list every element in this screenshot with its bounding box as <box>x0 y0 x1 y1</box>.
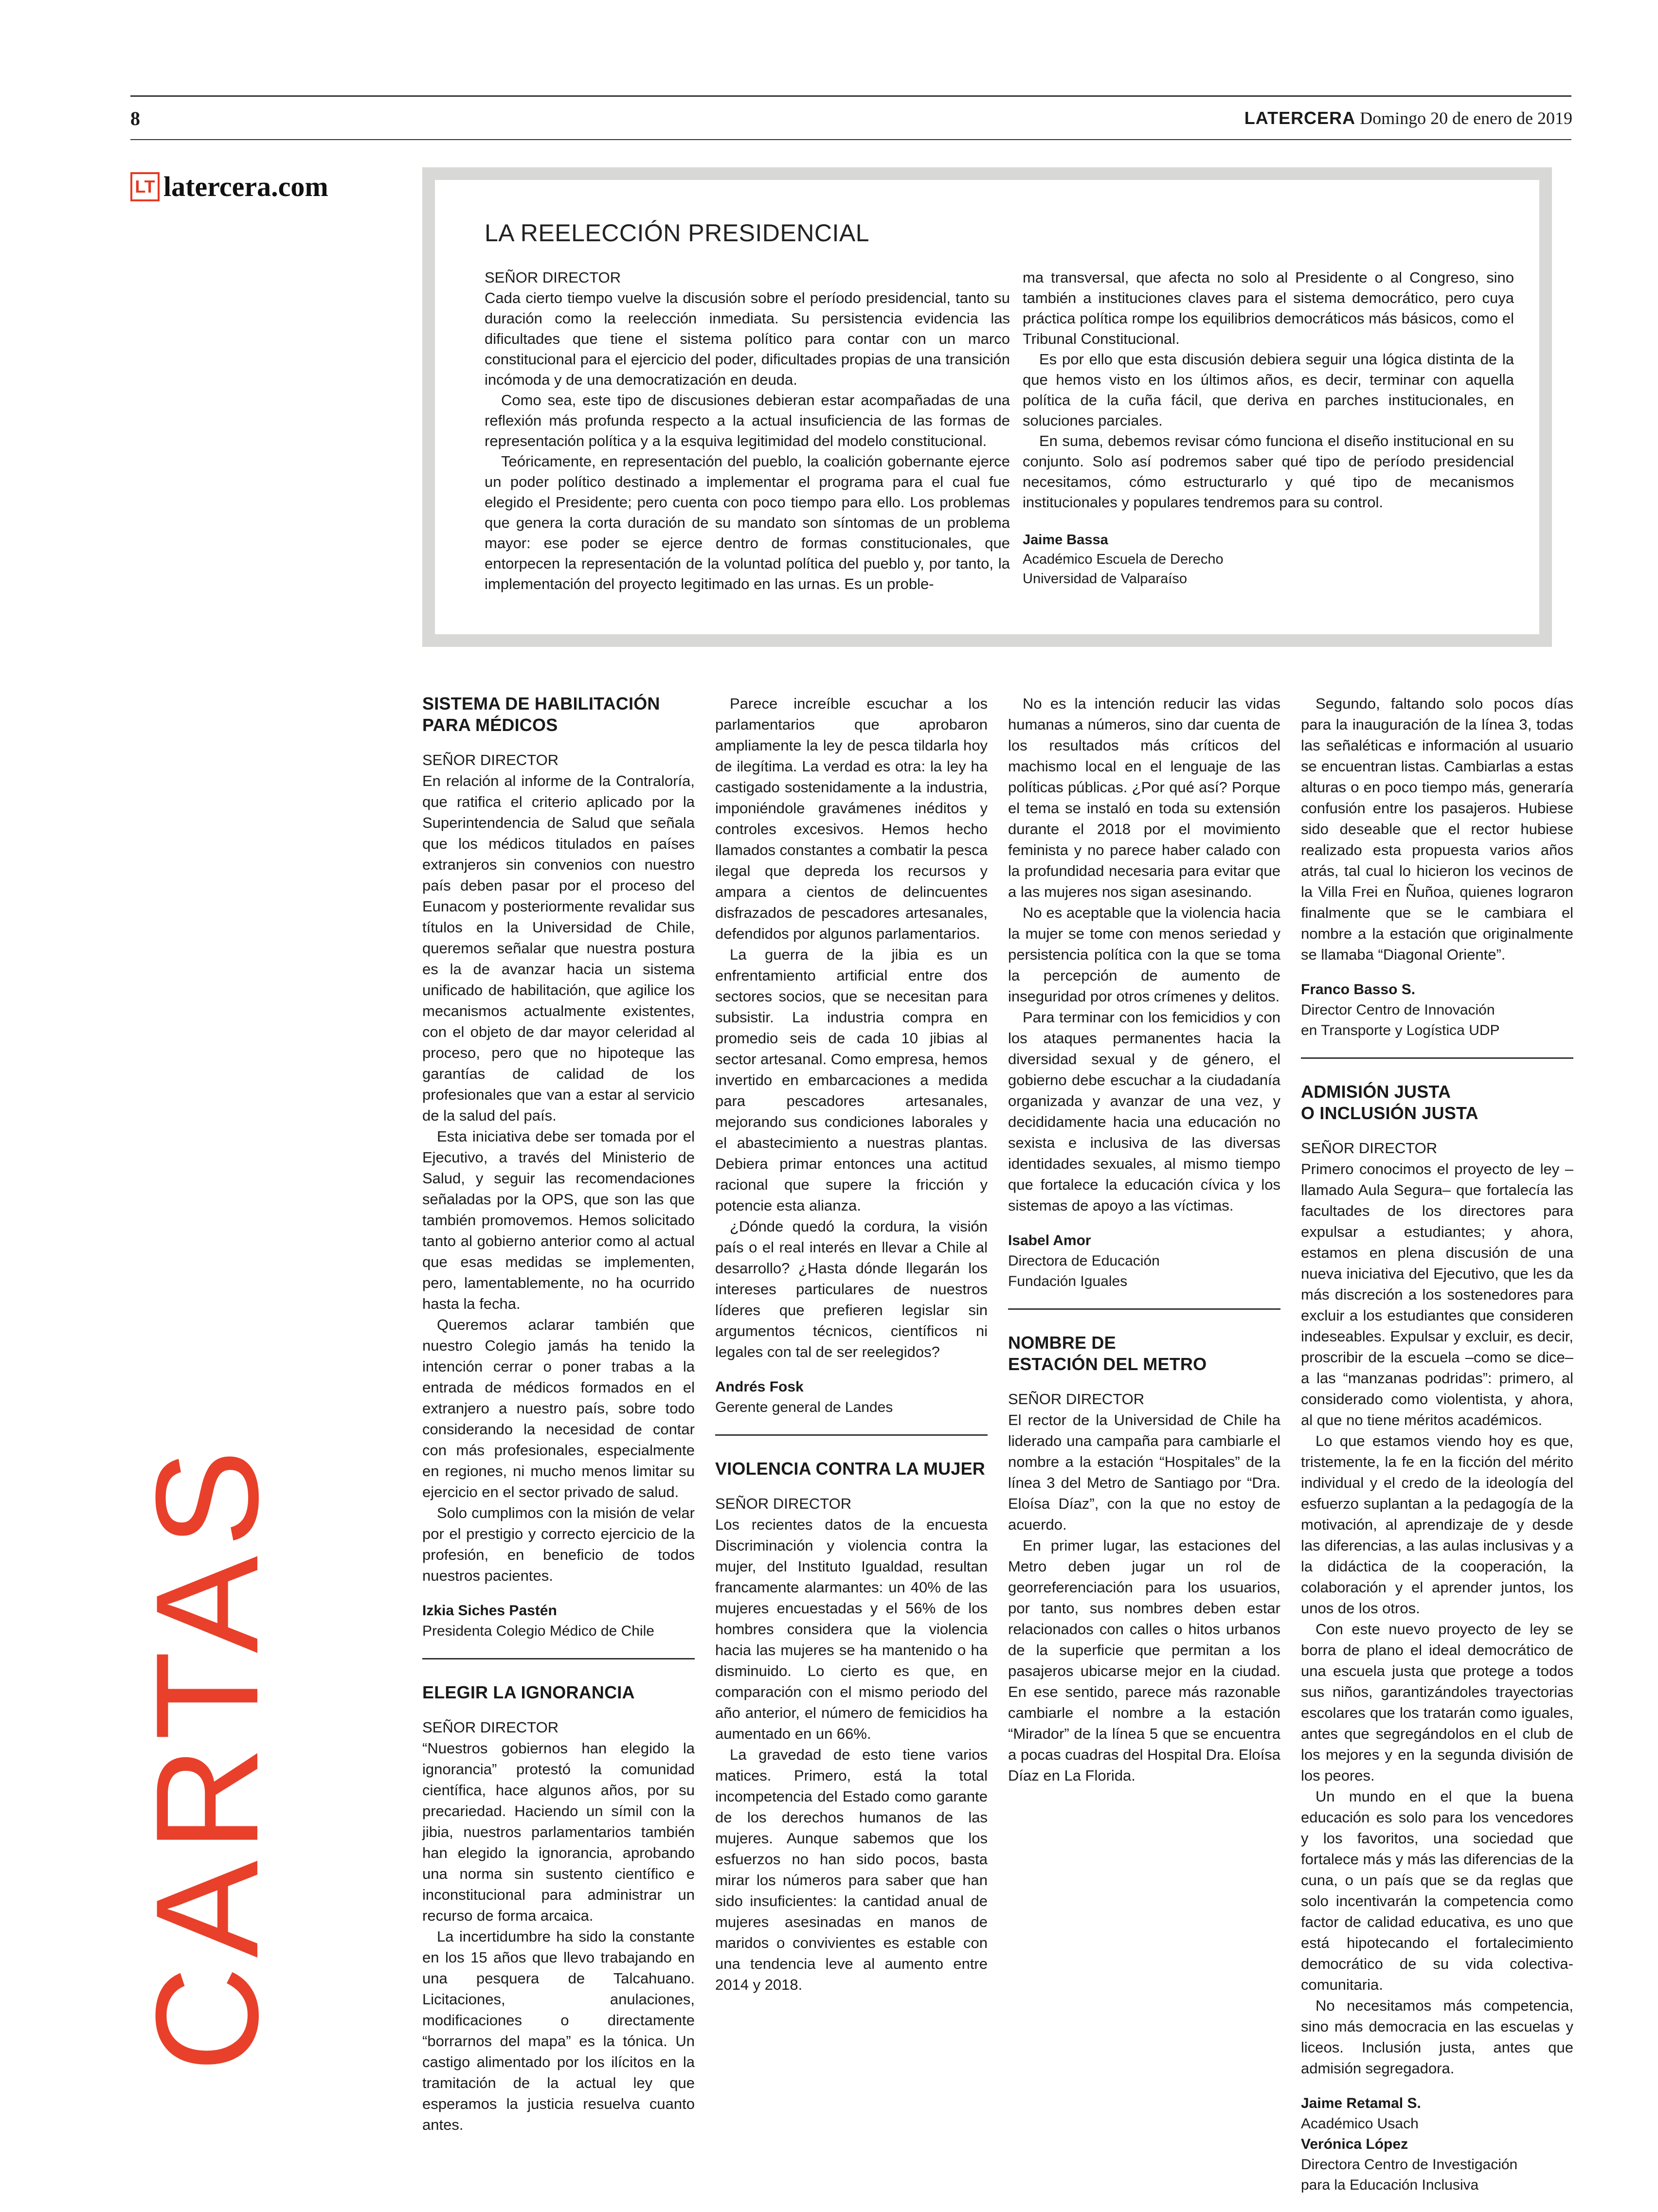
letter-role: Directora de Educación <box>1008 1253 1160 1269</box>
featured-role: Académico Escuela de Derecho <box>1023 552 1224 567</box>
letter-paragraph: Solo cumplimos con la misión de velar por el prestigio y correcto ejercicio de la profesión, en beneficio de todos nuestros pacientes. <box>422 1504 695 1584</box>
featured-salutation: SEÑOR DIRECTOR <box>485 269 621 286</box>
letter-title-admision: ADMISIÓN JUSTA O INCLUSIÓN JUSTA <box>1301 1082 1478 1123</box>
featured-title: LA REELECCIÓN PRESIDENCIAL <box>485 219 870 247</box>
letter-divider <box>715 1434 988 1436</box>
letter-divider <box>1008 1308 1280 1310</box>
featured-author: Jaime Bassa <box>1023 532 1108 548</box>
featured-paragraph: Como sea, este tipo de discusiones debieran estar acompañadas de una reflexión más profunda respecto a la actual insuficiencia de las formas de representación política y a la esquiva legitimidad del modelo constitucional. <box>485 392 1010 449</box>
letter-divider <box>422 1658 695 1659</box>
letter-author: Izkia Siches Pastén <box>422 1603 557 1619</box>
letter-title-metro: NOMBRE DE ESTACIÓN DEL METRO <box>1008 1333 1207 1374</box>
letter-paragraph: En relación al informe de la Contraloría, que ratifica el criterio aplicado por la Superintendencia de Salud que señala que los médicos titulados en países extranjeros sin convenios con nuestro país deben pasar por el proceso del Eunacom y posteriormente revalidar sus títulos en la Universidad de Chile, queremos señalar que nuestra postura es la de avanzar hacia un sistema unificado de habilitación, que agilice los mecanismos actualmente existentes, con el objeto de dar mayor celeridad al proceso, pero que no hipoteque las garantías de calidad de los profesionales que van a estar al servicio de la salud del país. <box>422 772 695 1124</box>
letter-paragraph: Parece increíble escuchar a los parlamentarios que aprobaron ampliamente la ley de pesca tildarla hoy de ilegítima. La verdad es otra: la ley ha castigado sostenidamente a la industria, imponiéndole gravámenes inéditos y controles excesivos. Hemos hecho llamados constantes a combatir la pesca ilegal que depreda los recursos y ampara a cientos de delincuentes disfrazados de pescadores artesanales, defendidos por algunos parlamentarios. <box>715 695 988 942</box>
letter-author: Franco Basso S. <box>1301 981 1416 998</box>
letter-paragraph: La incertidumbre ha sido la constante en los 15 años que llevo trabajando en una pesquera de Talcahuano. Licitaciones, anulaciones, modificaciones o directamente “borrarnos del mapa” es la tónica. Un castigo alimentado por los ilícitos en la tramitación de la actual ley que esperamos la justicia resuelva cuanto antes. <box>422 1928 695 2133</box>
featured-paragraph: Teóricamente, en representación del pueblo, la coalición gobernante ejerce un poder político destinado a implementar el programa para el cual fue elegido el Presidente; pero cuenta con poco tiempo para ello. Los problemas que genera la corta duración de su mandato son síntomas de un problema mayor: ese poder se ejerce dentro de formas constitucionales, que entorpecen la representación de la voluntad política del pueblo y, por tanto, la implementación del proyecto legitimado en las urnas. Es un proble- <box>485 453 1010 592</box>
letter-role: Director Centro de Innovación <box>1301 1002 1495 1018</box>
letter-author: Jaime Retamal S. <box>1301 2095 1421 2111</box>
letter-paragraph: No necesitamos más competencia, sino más democracia en las escuelas y liceos. Inclusión justa, antes que admisión segregadora. <box>1301 1997 1573 2077</box>
featured-letter <box>435 180 1539 634</box>
masthead-date <box>1244 108 1572 128</box>
letter-signature <box>1301 980 1573 1041</box>
letter-divider <box>1301 1057 1573 1059</box>
letter-author: Andrés Fosk <box>715 1379 804 1395</box>
letter-signature <box>422 1601 695 1641</box>
letter-paragraph: Primero conocimos el proyecto de ley –llamado Aula Segura– que fortalecía las facultades de los directores para expulsar a estudiantes; y ahora, estamos en plena discusión de una nueva iniciativa del Ejecutivo, que les da más discreción a los sostenedores para excluir a los estudiantes que consideren indeseables. Expulsar y excluir, es decir, proscribir de la escuela –como se dice– a las “manzanas podridas”: primero, al considerado como violentista, y ahora, al que no tiene méritos académicos. <box>1301 1160 1573 1428</box>
featured-letter-frame <box>422 167 1552 647</box>
brand-name: LATERCERA <box>1244 108 1356 128</box>
letter-paragraph: Con este nuevo proyecto de ley se borra de plano el ideal democrático de una escuela justa que protege a todos sus niños, garantizándoles trayectorias escolares que los tratarán como iguales, antes que segregándolos en el club de los mejores y en la segunda división de los peores. <box>1301 1621 1573 1784</box>
featured-paragraph: En suma, debemos revisar cómo funciona el diseño institucional en su conjunto. Solo así podremos saber qué tipo de período presidencial necesitamos, cómo estructurarlo y qué tipo de mecanismos institucionales y populares tendremos para su control. <box>1023 432 1514 511</box>
letter-signature <box>1301 2093 1573 2195</box>
issue-date: Domingo 20 de enero de 2019 <box>1360 108 1572 128</box>
letter-salutation: SEÑOR DIRECTOR <box>1008 1391 1145 1408</box>
letter-role: Directora Centro de Investigación <box>1301 2157 1518 2173</box>
letter-paragraph: La guerra de la jibia es un enfrentamiento artificial entre dos sectores socios, que se necesitan para subsistir. La industria compra en promedio seis de cada 10 jibias al sector artesanal. Como empresa, hemos invertido en embarcaciones a medida para pescadores artesanales, mejorando sus condiciones laborales y el abastecimiento a nuestras plantas. Debiera primar entonces una actitud racional que supere la fricción y potencie esta alianza. <box>715 946 988 1214</box>
page-number: 8 <box>130 107 140 129</box>
featured-paragraph: ma transversal, que afecta no solo al Presidente o al Congreso, sino también a instituciones claves para el sistema democrático, pero cuya práctica política rompe los equilibrios democráticos más básicos, como el Tribunal Constitucional. <box>1023 269 1514 347</box>
featured-column-2 <box>1023 268 1514 589</box>
logo-text: latercera.com <box>163 171 328 202</box>
letter-paragraph: Para terminar con los femicidios y con los ataques permanentes hacia la diversidad sexual y de género, el gobierno debe escuchar a la ciudadanía organizada y avanzar de una vez, y decididamente hacia una educación no sexista e inclusiva de las diversas identidades sexuales, al mismo tiempo que fortalece la educación cívica y los sistemas de apoyo a las víctimas. <box>1008 1009 1280 1214</box>
top-rule <box>130 95 1571 97</box>
letters-column-1 <box>422 693 695 2135</box>
header-rule <box>130 139 1571 140</box>
letter-paragraph: No es la intención reducir las vidas humanas a números, sino dar cuenta de los resultados más críticos del machismo local en el lenguaje de las políticas públicas. ¿Por qué así? Porque el tema se instaló en toda su extensión durante el 2018 por el movimiento feminista y no parece haber calado con la profundidad necesaria para evitar que a las mujeres nos sigan asesinando. <box>1008 695 1280 900</box>
letter-signature <box>1008 1231 1280 1292</box>
letter-role: para la Educación Inclusiva <box>1301 2177 1479 2193</box>
logo-badge: LT <box>130 172 160 201</box>
letter-author: Isabel Amor <box>1008 1232 1091 1249</box>
letter-paragraph: Esta iniciativa debe ser tomada por el Ejecutivo, a través del Ministerio de Salud, y seguir las recomendaciones señaladas por la OPS, que son las que también promovemos. Hemos solicitado tanto al gobierno anterior como al actual que esas medidas se implementen, pero, lamentablemente, no ha ocurrido hasta la fecha. <box>422 1128 695 1312</box>
letter-paragraph: La gravedad de esto tiene varios matices. Primero, está la total incompetencia del Estado como garante de los derechos humanos de las mujeres. Aunque sabemos que los esfuerzos no han sido pocos, basta mirar los números para saber que han sido insuficientes: la cantidad anual de mujeres asesinadas en manos de maridos o convivientes es estable con una tendencia leve al aumento entre 2014 y 2018. <box>715 1746 988 1993</box>
letter-paragraph: “Nuestros gobiernos han elegido la ignorancia” protestó la comunidad científica, hace algunos años, por su precariedad. Haciendo un símil con la jibia, nuestros parlamentarios también han elegido la ignorancia, aprobando una norma sin sustento científico e inconstitucional para administrar un recurso de forma arcaica. <box>422 1740 695 1924</box>
letter-title-ignorancia: ELEGIR LA IGNORANCIA <box>422 1682 635 1702</box>
featured-paragraph: Cada cierto tiempo vuelve la discusión sobre el período presidencial, tanto su duración como la reelección inmediata. Su persistencia evidencia las dificultades que tiene el sistema político para contar con un marco constitucional para el ejercicio del poder, dificultades propias de una transición incómoda y de una democratización en deuda. <box>485 289 1010 388</box>
letter-salutation: SEÑOR DIRECTOR <box>715 1495 852 1512</box>
site-logo[interactable] <box>130 170 328 203</box>
letter-salutation: SEÑOR DIRECTOR <box>422 1719 559 1736</box>
featured-column-1 <box>485 268 1010 594</box>
letters-column-4 <box>1301 693 1573 2212</box>
featured-signature <box>1023 530 1514 589</box>
letter-signature <box>715 1377 988 1418</box>
letter-role: en Transporte y Logística UDP <box>1301 1022 1500 1038</box>
letter-paragraph: En primer lugar, las estaciones del Metro deben jugar un rol de georreferenciación para los usuarios, por tanto, sus nombres deben estar relacionados con calles o hitos urbanos de la superficie que permitan a los pasajeros ubicarse mejor en la ciudad. En ese sentido, parece más razonable cambiarle el nombre a la estación “Mirador” de la línea 5 que se encuentra a pocas cuadras del Hospital Dra. Eloísa Díaz en La Florida. <box>1008 1537 1281 1784</box>
featured-paragraph: Es por ello que esta discusión debiera seguir una lógica distinta de la que hemos visto en los últimos años, es decir, terminar con aquella política de la cuña fácil, que deriva en parches institucionales, en soluciones parciales. <box>1023 351 1514 429</box>
letter-salutation: SEÑOR DIRECTOR <box>1301 1140 1438 1157</box>
letter-role: Gerente general de Landes <box>715 1399 893 1415</box>
letter-title-violencia: VIOLENCIA CONTRA LA MUJER <box>715 1459 986 1479</box>
letter-role: Fundación Iguales <box>1008 1273 1128 1289</box>
letter-author: Verónica López <box>1301 2136 1408 2152</box>
letter-title-habilitacion: SISTEMA DE HABILITACIÓN PARA MÉDICOS <box>422 694 660 735</box>
letter-paragraph: Los recientes datos de la encuesta Discriminación y violencia contra la mujer, del Instituto Igualdad, resultan francamente alarmantes: un 40% de las mujeres encuestadas y el 56% de los hombres considera que la violencia hacia las mujeres se ha mantenido o ha disminuido. Lo cierto es que, en comparación con el mismo periodo del año anterior, el número de femicidios ha aumentado en un 66%. <box>715 1516 988 1742</box>
letter-paragraph: Queremos aclarar también que nuestro Colegio jamás ha tenido la intención cerrar o poner trabas a la entrada de médicos formados en el extranjero a nuestro país, sobre todo considerando la necesidad de contar con más profesionales, especialmente en regiones, ni mucho menos limitar su ejercicio en el sector privado de salud. <box>422 1316 695 1500</box>
letter-paragraph: No es aceptable que la violencia hacia la mujer se tome con menos seriedad y persistencia política con la que se toma la percepción de aumento de inseguridad por otros crímenes y delitos. <box>1008 904 1280 1005</box>
letters-column-3 <box>1008 693 1280 1786</box>
section-title: CARTAS <box>125 1441 288 2072</box>
letter-role: Presidenta Colegio Médico de Chile <box>422 1623 654 1639</box>
letters-column-2 <box>715 693 988 1995</box>
letter-salutation: SEÑOR DIRECTOR <box>422 751 559 768</box>
letter-paragraph: Lo que estamos viendo hoy es que, tristemente, la fe en la ficción del mérito individual y el credo de la ideología del esfuerzo suplantan a la pedagogía de la motivación, al aprendizaje de y desde las diferencias, a las aulas inclusivas y a la didáctica de la cooperación, la colaboración y el aprender juntos, los unos de los otros. <box>1301 1432 1573 1617</box>
letter-paragraph: Segundo, faltando solo pocos días para la inauguración de la línea 3, todas las señaléticas e información al usuario se encuentran listas. Cambiarlas a estas alturas o en poco tiempo más, generaría confusión entre los pasajeros. Hubiese sido deseable que el rector hubiese realizado esta propuesta varios años atrás, tal cual lo hicieron los vecinos de la Villa Frei en Ñuñoa, quienes lograron finalmente que se le cambiara el nombre a la estación que originalmente se llamaba “Diagonal Oriente”. <box>1301 695 1573 963</box>
letter-role: Académico Usach <box>1301 2116 1419 2132</box>
featured-role: Universidad de Valparaíso <box>1023 571 1187 587</box>
letter-paragraph: ¿Dónde quedó la cordura, la visión país o el real interés en llevar a Chile al desarrollo? ¿Hasta dónde llegarán los intereses particulares de nuestros líderes que prefieren legislar sin argumentos técnicos, científicos ni legales con tal de ser reelegidos? <box>715 1218 988 1360</box>
letter-paragraph: Un mundo en el que la buena educación es solo para los vencedores y los favoritos, una sociedad que fortalece más y más las diferencias de la cuna, o un país que se da reglas que solo incentivarán la competencia como factor de calidad educativa, es uno que está hipotecando el fortalecimiento democrático de su vida colectiva-comunitaria. <box>1301 1788 1573 1993</box>
letter-paragraph: El rector de la Universidad de Chile ha liderado una campaña para cambiarle el nombre a la estación “Hospitales” de la línea 3 del Metro de Santiago por “Dra. Eloísa Díaz”, con la que no estoy de acuerdo. <box>1008 1411 1280 1533</box>
